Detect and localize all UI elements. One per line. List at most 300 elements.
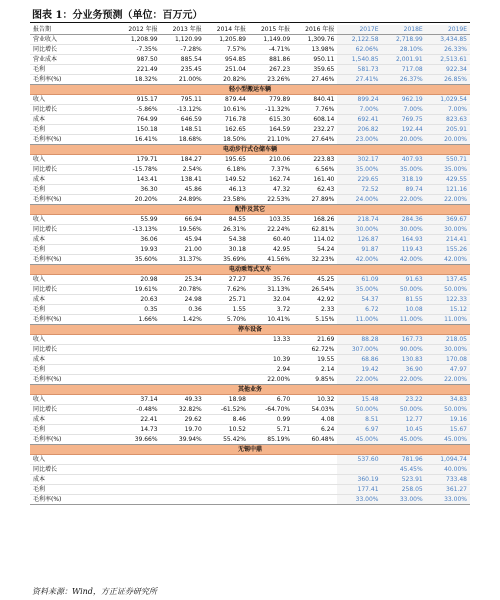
actual-cell: 251.04 bbox=[205, 65, 249, 75]
row-label: 毛利率(%) bbox=[30, 255, 116, 265]
actual-cell: 1.42% bbox=[161, 315, 205, 325]
actual-cell: 9.85% bbox=[293, 375, 337, 385]
actual-cell: 54.03% bbox=[293, 405, 337, 415]
table-row bbox=[30, 135, 470, 145]
actual-cell bbox=[116, 355, 160, 365]
actual-cell: 20.82% bbox=[205, 75, 249, 85]
actual-cell: 0.35 bbox=[116, 305, 160, 315]
forecast-cell: 2,122.58 bbox=[337, 35, 381, 45]
forecast-cell: 22.00% bbox=[337, 375, 381, 385]
actual-cell: 45.25 bbox=[293, 275, 337, 285]
actual-cell: 6.24 bbox=[293, 425, 337, 435]
section-title: 轻小型搬运车辆 bbox=[30, 85, 470, 95]
row-label: 毛利率(%) bbox=[30, 135, 116, 145]
actual-cell: 5.70% bbox=[205, 315, 249, 325]
table-row bbox=[30, 275, 470, 285]
actual-cell: 10.52 bbox=[205, 425, 249, 435]
actual-cell bbox=[161, 335, 205, 345]
actual-cell: 20.63 bbox=[116, 295, 160, 305]
table-row bbox=[30, 95, 470, 105]
forecast-cell: 11.00% bbox=[426, 315, 470, 325]
forecast-cell: 214.41 bbox=[426, 235, 470, 245]
forecast-cell: 6.72 bbox=[337, 305, 381, 315]
actual-cell: 795.11 bbox=[161, 95, 205, 105]
actual-cell bbox=[116, 335, 160, 345]
forecast-cell: 407.93 bbox=[382, 155, 426, 165]
table-row bbox=[30, 295, 470, 305]
row-label: 毛利率(%) bbox=[30, 315, 116, 325]
forecast-cell: 50.00% bbox=[426, 285, 470, 295]
actual-cell: 24.89% bbox=[161, 195, 205, 205]
actual-cell: 1,208.99 bbox=[116, 35, 160, 45]
actual-cell: 7.37% bbox=[249, 165, 293, 175]
actual-cell: 359.65 bbox=[293, 65, 337, 75]
actual-cell bbox=[205, 465, 249, 475]
forecast-cell: 122.33 bbox=[426, 295, 470, 305]
actual-cell: 885.54 bbox=[161, 55, 205, 65]
forecast-table bbox=[30, 25, 470, 505]
forecast-cell: 91.63 bbox=[382, 275, 426, 285]
forecast-cell: 35.00% bbox=[382, 165, 426, 175]
section-header-row bbox=[30, 445, 470, 455]
forecast-cell: 360.19 bbox=[337, 475, 381, 485]
actual-cell: 950.11 bbox=[293, 55, 337, 65]
header-year: 2016 年报 bbox=[293, 25, 337, 35]
section-header-row bbox=[30, 145, 470, 155]
forecast-cell: 581.73 bbox=[337, 65, 381, 75]
header-year: 2017E bbox=[337, 25, 381, 35]
actual-cell bbox=[205, 345, 249, 355]
table-row bbox=[30, 365, 470, 375]
table-row bbox=[30, 345, 470, 355]
actual-cell: 22.41 bbox=[116, 415, 160, 425]
forecast-cell: 81.55 bbox=[382, 295, 426, 305]
row-label: 同比增长 bbox=[30, 225, 116, 235]
actual-cell: 22.24% bbox=[249, 225, 293, 235]
actual-cell: 716.78 bbox=[205, 115, 249, 125]
row-label: 同比增长 bbox=[30, 345, 116, 355]
table-row bbox=[30, 55, 470, 65]
forecast-cell: 45.00% bbox=[426, 435, 470, 445]
forecast-cell: 24.00% bbox=[337, 195, 381, 205]
actual-cell: 954.85 bbox=[205, 55, 249, 65]
table-row bbox=[30, 395, 470, 405]
actual-cell: 164.59 bbox=[249, 125, 293, 135]
section-title: 电动步行式仓储车辆 bbox=[30, 145, 470, 155]
forecast-cell: 33.00% bbox=[337, 495, 381, 505]
actual-cell: 25.71 bbox=[205, 295, 249, 305]
forecast-cell: 42.00% bbox=[337, 255, 381, 265]
actual-cell bbox=[161, 375, 205, 385]
actual-cell bbox=[116, 465, 160, 475]
actual-cell: 21.00 bbox=[161, 245, 205, 255]
table-row bbox=[30, 105, 470, 115]
forecast-cell: 35.00% bbox=[426, 165, 470, 175]
actual-cell: 31.13% bbox=[249, 285, 293, 295]
forecast-cell: 155.26 bbox=[426, 245, 470, 255]
forecast-cell: 68.86 bbox=[337, 355, 381, 365]
table-row bbox=[30, 425, 470, 435]
forecast-cell: 45.00% bbox=[382, 435, 426, 445]
actual-cell: 19.61% bbox=[116, 285, 160, 295]
actual-cell: 31.37% bbox=[161, 255, 205, 265]
actual-cell: 2.14 bbox=[293, 365, 337, 375]
row-label: 成本 bbox=[30, 475, 116, 485]
header-year: 2014 年报 bbox=[205, 25, 249, 35]
forecast-cell: 91.87 bbox=[337, 245, 381, 255]
actual-cell: 223.83 bbox=[293, 155, 337, 165]
actual-cell bbox=[205, 485, 249, 495]
forecast-cell: 192.44 bbox=[382, 125, 426, 135]
actual-cell: 27.89% bbox=[293, 195, 337, 205]
actual-cell bbox=[116, 495, 160, 505]
actual-cell: 27.64% bbox=[293, 135, 337, 145]
actual-cell: 23.58% bbox=[205, 195, 249, 205]
actual-cell: 36.06 bbox=[116, 235, 160, 245]
row-label: 收入 bbox=[30, 395, 116, 405]
header-year: 2012 年报 bbox=[116, 25, 160, 35]
actual-cell: 881.86 bbox=[249, 55, 293, 65]
actual-cell bbox=[249, 345, 293, 355]
row-label: 营业收入 bbox=[30, 35, 116, 45]
forecast-cell: 23.00% bbox=[337, 135, 381, 145]
actual-cell bbox=[116, 485, 160, 495]
forecast-cell: 26.37% bbox=[382, 75, 426, 85]
forecast-cell: 164.93 bbox=[382, 235, 426, 245]
actual-cell: 20.98 bbox=[116, 275, 160, 285]
actual-cell: 10.32 bbox=[293, 395, 337, 405]
actual-cell: 646.59 bbox=[161, 115, 205, 125]
row-label: 毛利 bbox=[30, 65, 116, 75]
actual-cell: 42.95 bbox=[249, 245, 293, 255]
forecast-cell: 692.41 bbox=[337, 115, 381, 125]
forecast-cell: 170.08 bbox=[426, 355, 470, 365]
actual-cell: -15.78% bbox=[116, 165, 160, 175]
actual-cell bbox=[161, 485, 205, 495]
actual-cell: 779.89 bbox=[249, 95, 293, 105]
actual-cell: 10.39 bbox=[249, 355, 293, 365]
forecast-cell: 50.00% bbox=[382, 285, 426, 295]
forecast-cell: 119.43 bbox=[382, 245, 426, 255]
forecast-cell: 429.55 bbox=[426, 175, 470, 185]
actual-cell bbox=[205, 335, 249, 345]
row-label: 收入 bbox=[30, 275, 116, 285]
actual-cell: 162.74 bbox=[249, 175, 293, 185]
actual-cell: 7.57% bbox=[205, 45, 249, 55]
forecast-cell: 7.00% bbox=[382, 105, 426, 115]
actual-cell: 37.14 bbox=[116, 395, 160, 405]
row-label: 成本 bbox=[30, 355, 116, 365]
table-body bbox=[30, 25, 470, 505]
table-row bbox=[30, 255, 470, 265]
table-row bbox=[30, 485, 470, 495]
forecast-cell: 50.00% bbox=[426, 405, 470, 415]
actual-cell: 2.54% bbox=[161, 165, 205, 175]
section-header-row bbox=[30, 325, 470, 335]
actual-cell bbox=[205, 365, 249, 375]
actual-cell: 1.66% bbox=[116, 315, 160, 325]
actual-cell: 22.00% bbox=[249, 375, 293, 385]
actual-cell: 20.20% bbox=[116, 195, 160, 205]
forecast-cell: 922.34 bbox=[426, 65, 470, 75]
forecast-cell: 218.74 bbox=[337, 215, 381, 225]
actual-cell: 103.35 bbox=[249, 215, 293, 225]
actual-cell bbox=[205, 455, 249, 465]
row-label: 成本 bbox=[30, 295, 116, 305]
header-year: 2015 年报 bbox=[249, 25, 293, 35]
actual-cell: 232.27 bbox=[293, 125, 337, 135]
forecast-cell: 307.00% bbox=[337, 345, 381, 355]
forecast-cell: 2,513.61 bbox=[426, 55, 470, 65]
actual-cell: -4.71% bbox=[249, 45, 293, 55]
forecast-cell: 302.17 bbox=[337, 155, 381, 165]
forecast-cell: 205.91 bbox=[426, 125, 470, 135]
actual-cell: 27.46% bbox=[293, 75, 337, 85]
actual-cell bbox=[293, 475, 337, 485]
actual-cell: 55.42% bbox=[205, 435, 249, 445]
actual-cell: 6.56% bbox=[293, 165, 337, 175]
forecast-cell: 30.00% bbox=[337, 225, 381, 235]
table-row bbox=[30, 165, 470, 175]
table-row bbox=[30, 455, 470, 465]
forecast-cell: 130.83 bbox=[382, 355, 426, 365]
row-label: 营业成本 bbox=[30, 55, 116, 65]
section-header-row bbox=[30, 85, 470, 95]
row-label: 同比增长 bbox=[30, 285, 116, 295]
forecast-cell: 42.00% bbox=[426, 255, 470, 265]
table-row bbox=[30, 195, 470, 205]
actual-cell: 22.53% bbox=[249, 195, 293, 205]
actual-cell: 2.33 bbox=[293, 305, 337, 315]
row-label: 毛利 bbox=[30, 245, 116, 255]
actual-cell: 267.23 bbox=[249, 65, 293, 75]
actual-cell bbox=[249, 485, 293, 495]
actual-cell: 210.06 bbox=[249, 155, 293, 165]
actual-cell: 84.55 bbox=[205, 215, 249, 225]
forecast-cell: 537.60 bbox=[337, 455, 381, 465]
actual-cell: 148.51 bbox=[161, 125, 205, 135]
actual-cell bbox=[205, 375, 249, 385]
forecast-cell: 206.82 bbox=[337, 125, 381, 135]
actual-cell: 168.26 bbox=[293, 215, 337, 225]
table-row bbox=[30, 315, 470, 325]
actual-cell bbox=[205, 475, 249, 485]
actual-cell: 2.94 bbox=[249, 365, 293, 375]
actual-cell: 1,205.89 bbox=[205, 35, 249, 45]
actual-cell bbox=[161, 345, 205, 355]
forecast-cell: 899.24 bbox=[337, 95, 381, 105]
actual-cell: 60.48% bbox=[293, 435, 337, 445]
forecast-cell: 19.16 bbox=[426, 415, 470, 425]
forecast-cell: 523.91 bbox=[382, 475, 426, 485]
forecast-cell: 20.00% bbox=[426, 135, 470, 145]
row-label: 毛利率(%) bbox=[30, 75, 116, 85]
actual-cell bbox=[249, 455, 293, 465]
table-row bbox=[30, 305, 470, 315]
table-row bbox=[30, 65, 470, 75]
actual-cell: 30.18 bbox=[205, 245, 249, 255]
forecast-cell: 258.05 bbox=[382, 485, 426, 495]
row-label: 成本 bbox=[30, 235, 116, 245]
actual-cell: 19.70 bbox=[161, 425, 205, 435]
actual-cell: 13.98% bbox=[293, 45, 337, 55]
actual-cell: 8.46 bbox=[205, 415, 249, 425]
actual-cell: 21.10% bbox=[249, 135, 293, 145]
table-row bbox=[30, 285, 470, 295]
actual-cell: 615.30 bbox=[249, 115, 293, 125]
actual-cell: 149.52 bbox=[205, 175, 249, 185]
forecast-cell: 45.00% bbox=[337, 435, 381, 445]
actual-cell: 150.18 bbox=[116, 125, 160, 135]
forecast-cell: 2,718.99 bbox=[382, 35, 426, 45]
actual-cell bbox=[293, 495, 337, 505]
forecast-cell: 7.00% bbox=[426, 105, 470, 115]
actual-cell: 20.78% bbox=[161, 285, 205, 295]
actual-cell: 1,309.76 bbox=[293, 35, 337, 45]
forecast-cell: 717.08 bbox=[382, 65, 426, 75]
actual-cell: -0.48% bbox=[116, 405, 160, 415]
forecast-cell: 54.37 bbox=[337, 295, 381, 305]
actual-cell: 14.73 bbox=[116, 425, 160, 435]
forecast-cell: 22.00% bbox=[382, 375, 426, 385]
actual-cell: 49.33 bbox=[161, 395, 205, 405]
actual-cell: 62.72% bbox=[293, 345, 337, 355]
actual-cell: 47.32 bbox=[249, 185, 293, 195]
forecast-cell: 7.00% bbox=[337, 105, 381, 115]
row-label: 毛利 bbox=[30, 305, 116, 315]
actual-cell: 45.94 bbox=[161, 235, 205, 245]
section-header-row bbox=[30, 385, 470, 395]
actual-cell: 13.33 bbox=[249, 335, 293, 345]
table-row bbox=[30, 45, 470, 55]
actual-cell bbox=[293, 485, 337, 495]
table-row bbox=[30, 35, 470, 45]
actual-cell: 162.65 bbox=[205, 125, 249, 135]
actual-cell bbox=[205, 355, 249, 365]
forecast-cell: 62.06% bbox=[337, 45, 381, 55]
actual-cell: 26.31% bbox=[205, 225, 249, 235]
actual-cell: 26.54% bbox=[293, 285, 337, 295]
row-label: 毛利 bbox=[30, 125, 116, 135]
actual-cell: 24.98 bbox=[161, 295, 205, 305]
table-row bbox=[30, 185, 470, 195]
forecast-cell: 12.77 bbox=[382, 415, 426, 425]
forecast-cell: 11.00% bbox=[337, 315, 381, 325]
row-label: 收入 bbox=[30, 335, 116, 345]
actual-cell: 138.41 bbox=[161, 175, 205, 185]
forecast-cell: 126.87 bbox=[337, 235, 381, 245]
actual-cell: 21.69 bbox=[293, 335, 337, 345]
actual-cell: 18.50% bbox=[205, 135, 249, 145]
forecast-cell: 284.36 bbox=[382, 215, 426, 225]
table-row bbox=[30, 495, 470, 505]
actual-cell: 18.68% bbox=[161, 135, 205, 145]
actual-cell: 41.56% bbox=[249, 255, 293, 265]
header-year: 2019E bbox=[426, 25, 470, 35]
forecast-cell: 823.63 bbox=[426, 115, 470, 125]
actual-cell: 39.94% bbox=[161, 435, 205, 445]
actual-cell: 19.55 bbox=[293, 355, 337, 365]
forecast-cell: 8.51 bbox=[337, 415, 381, 425]
row-label: 毛利率(%) bbox=[30, 495, 116, 505]
table-row bbox=[30, 475, 470, 485]
actual-cell bbox=[293, 455, 337, 465]
actual-cell bbox=[249, 475, 293, 485]
section-header-row bbox=[30, 205, 470, 215]
actual-cell bbox=[161, 355, 205, 365]
forecast-cell: 318.19 bbox=[382, 175, 426, 185]
actual-cell bbox=[116, 365, 160, 375]
actual-cell: 60.40 bbox=[249, 235, 293, 245]
actual-cell: 114.02 bbox=[293, 235, 337, 245]
section-title: 停车设备 bbox=[30, 325, 470, 335]
row-label: 毛利率(%) bbox=[30, 195, 116, 205]
header-label: 报告期 bbox=[30, 25, 116, 35]
forecast-cell: 26.33% bbox=[426, 45, 470, 55]
actual-cell: 45.86 bbox=[161, 185, 205, 195]
forecast-cell: 72.52 bbox=[337, 185, 381, 195]
forecast-cell bbox=[337, 465, 381, 475]
section-header-row bbox=[30, 265, 470, 275]
row-label: 同比增长 bbox=[30, 465, 116, 475]
forecast-cell: 6.97 bbox=[337, 425, 381, 435]
row-label: 毛利率(%) bbox=[30, 375, 116, 385]
actual-cell: 4.08 bbox=[293, 415, 337, 425]
actual-cell: 7.62% bbox=[205, 285, 249, 295]
forecast-cell: 30.00% bbox=[382, 225, 426, 235]
actual-cell: 10.41% bbox=[249, 315, 293, 325]
row-label: 收入 bbox=[30, 455, 116, 465]
row-label: 收入 bbox=[30, 95, 116, 105]
actual-cell: 42.92 bbox=[293, 295, 337, 305]
row-label: 收入 bbox=[30, 215, 116, 225]
actual-cell: 6.18% bbox=[205, 165, 249, 175]
actual-cell: 16.41% bbox=[116, 135, 160, 145]
actual-cell: 29.62 bbox=[161, 415, 205, 425]
forecast-cell: 22.00% bbox=[426, 195, 470, 205]
actual-cell bbox=[161, 495, 205, 505]
forecast-cell: 30.00% bbox=[426, 345, 470, 355]
actual-cell: 764.99 bbox=[116, 115, 160, 125]
actual-cell bbox=[161, 455, 205, 465]
forecast-cell: 10.45 bbox=[382, 425, 426, 435]
actual-cell: 35.69% bbox=[205, 255, 249, 265]
forecast-cell: 28.10% bbox=[382, 45, 426, 55]
actual-cell: -7.35% bbox=[116, 45, 160, 55]
header-year: 2013 年报 bbox=[161, 25, 205, 35]
actual-cell: 7.76% bbox=[293, 105, 337, 115]
forecast-cell: 33.00% bbox=[426, 495, 470, 505]
forecast-cell: 34.83 bbox=[426, 395, 470, 405]
row-label: 毛利 bbox=[30, 485, 116, 495]
actual-cell: 235.45 bbox=[161, 65, 205, 75]
forecast-cell: 42.00% bbox=[382, 255, 426, 265]
row-label: 同比增长 bbox=[30, 405, 116, 415]
row-label: 同比增长 bbox=[30, 165, 116, 175]
actual-cell bbox=[116, 455, 160, 465]
actual-cell: 19.56% bbox=[161, 225, 205, 235]
actual-cell bbox=[249, 465, 293, 475]
forecast-cell: 177.41 bbox=[337, 485, 381, 495]
actual-cell: 5.15% bbox=[293, 315, 337, 325]
table-row bbox=[30, 225, 470, 235]
actual-cell: 0.99 bbox=[249, 415, 293, 425]
forecast-cell: 1,029.54 bbox=[426, 95, 470, 105]
actual-cell: 55.99 bbox=[116, 215, 160, 225]
table-row bbox=[30, 115, 470, 125]
forecast-cell: 11.00% bbox=[382, 315, 426, 325]
actual-cell: -64.70% bbox=[249, 405, 293, 415]
